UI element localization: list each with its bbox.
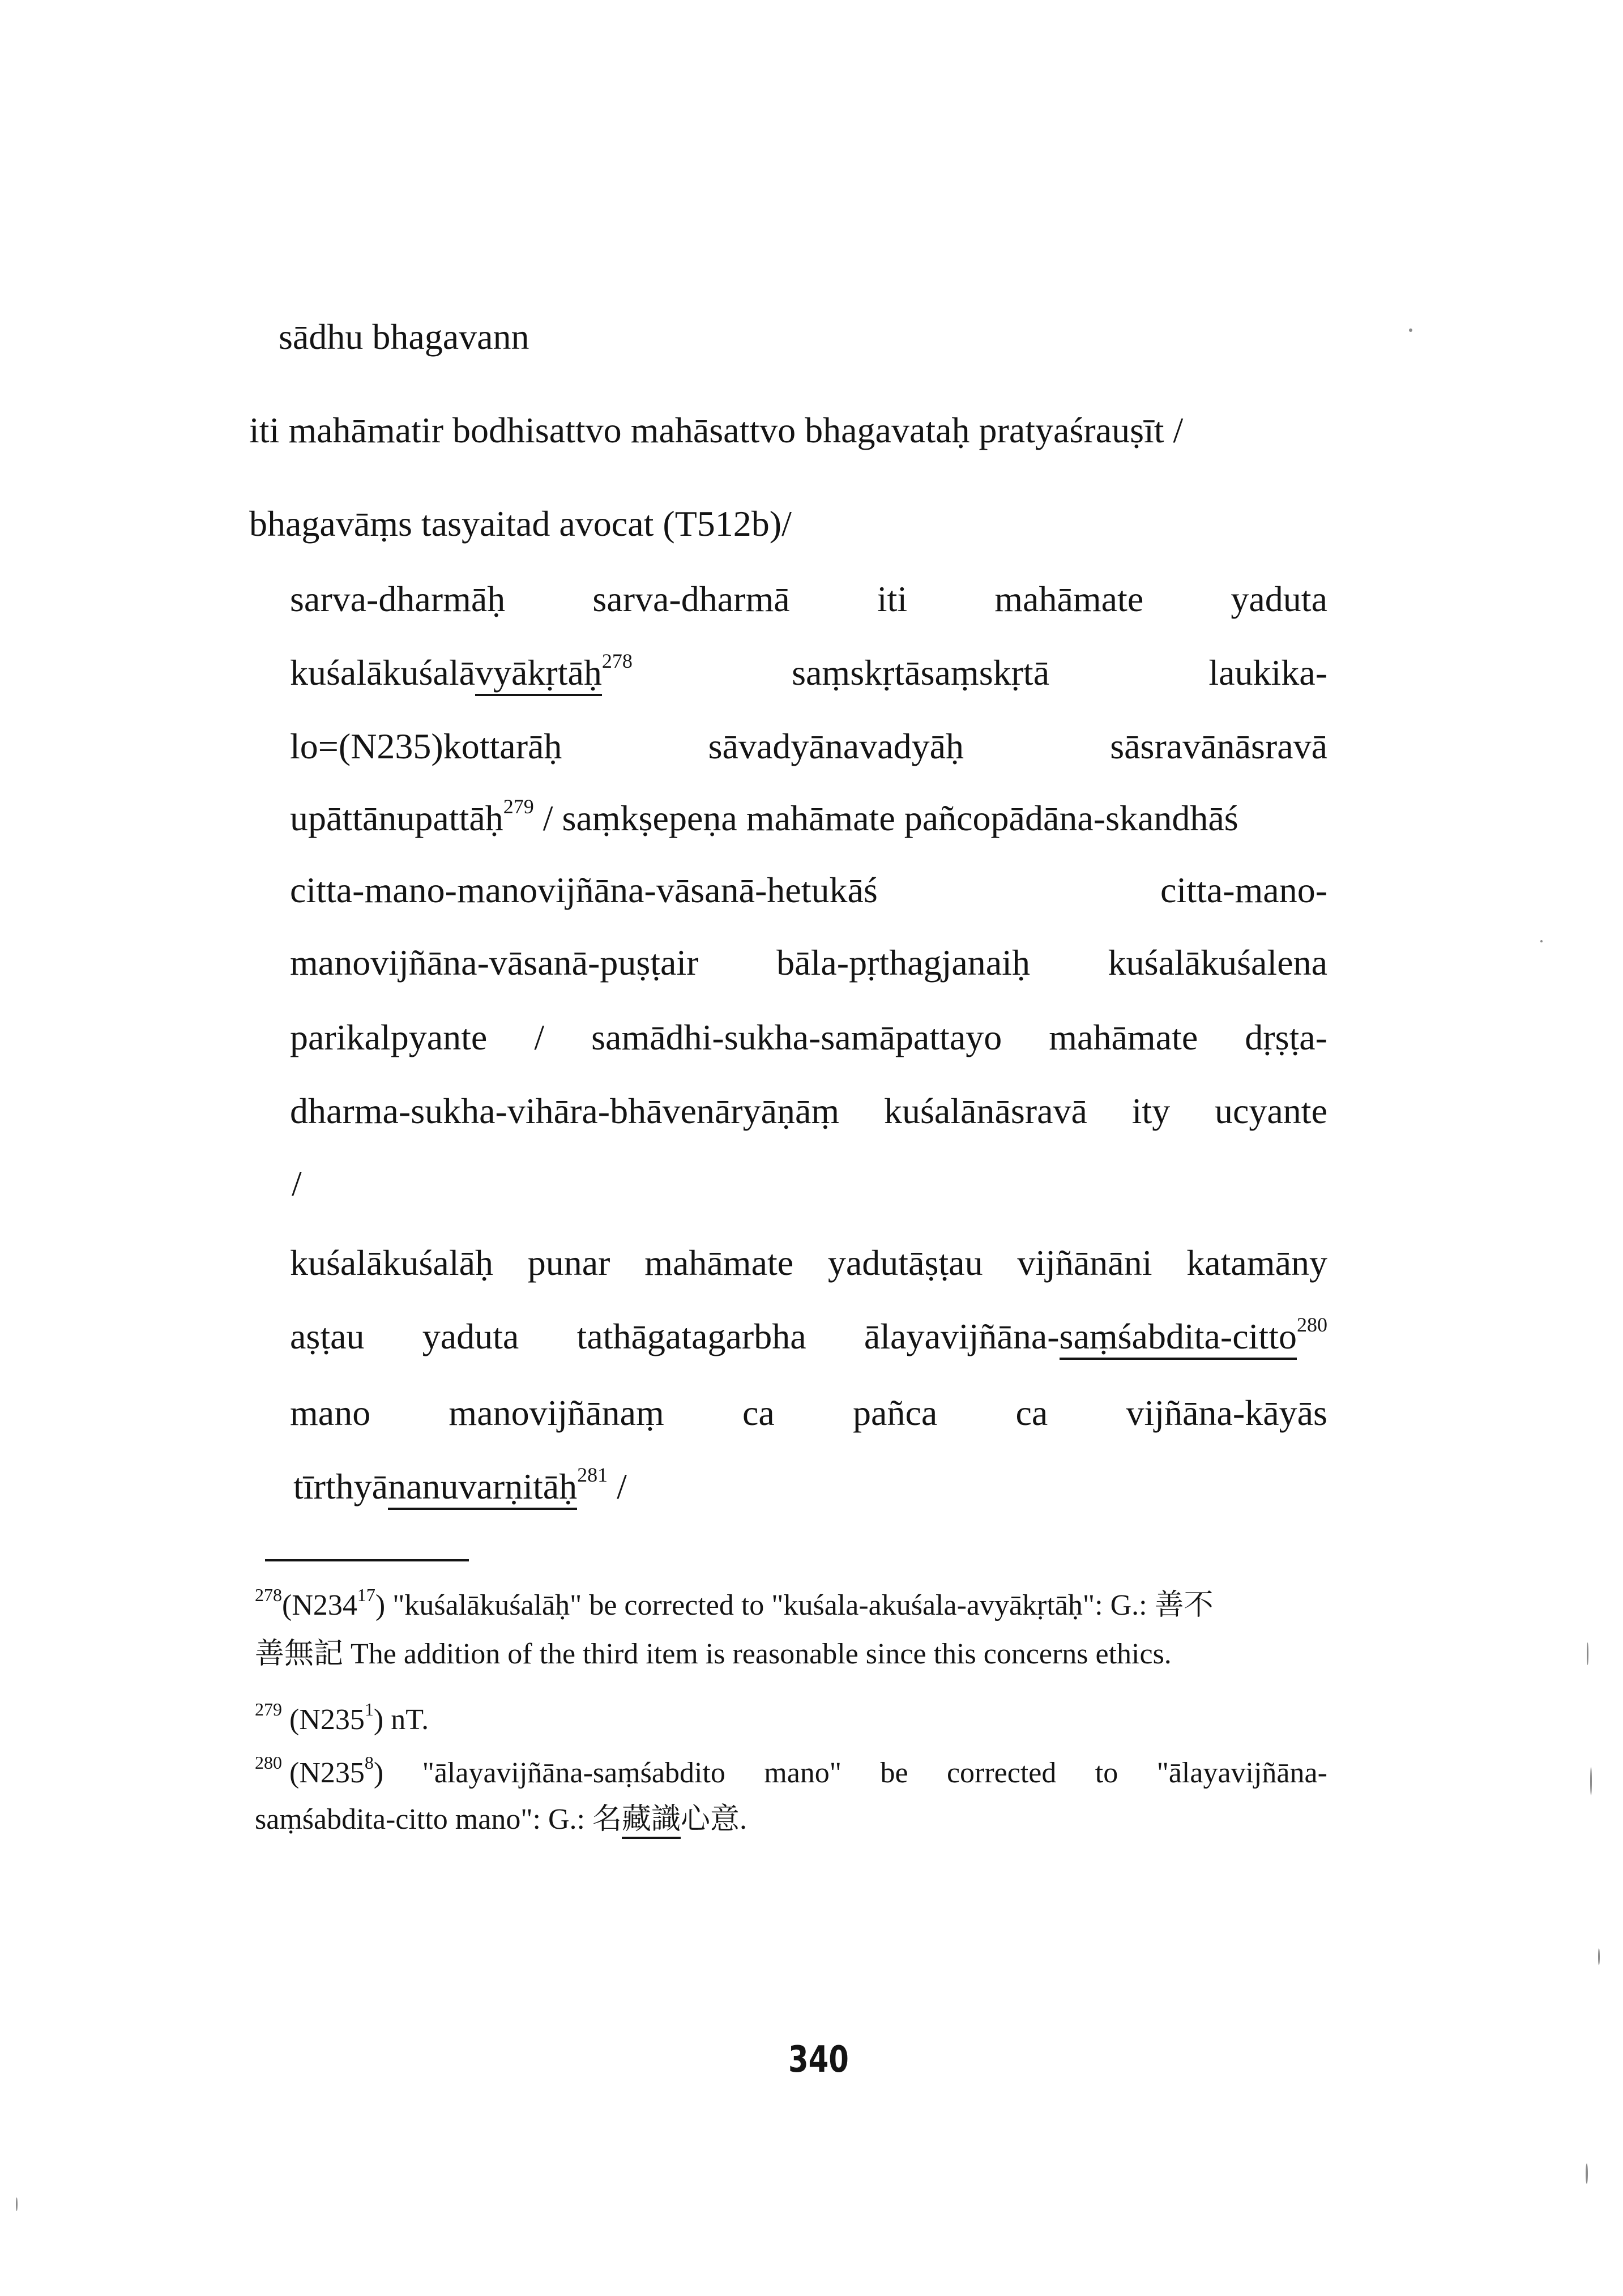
word: yaduta <box>1231 579 1327 619</box>
verse-line <box>290 577 1327 622</box>
word: vijñāna-kāyās <box>1126 1393 1327 1433</box>
scan-speck <box>1598 1948 1600 1965</box>
verse-line <box>290 650 1327 695</box>
verse-line <box>290 724 1327 769</box>
footnote-text: (N235 <box>282 1704 365 1736</box>
footnote-text: (N234 <box>282 1589 357 1621</box>
word: kuśalākuśalāḥ <box>290 1243 493 1283</box>
verse-line <box>290 1314 1327 1359</box>
footnote-text: ) nT. <box>373 1704 429 1736</box>
footnote-280-cont <box>255 1800 747 1840</box>
word: laukika- <box>1208 652 1327 693</box>
word: ity <box>1131 1091 1171 1131</box>
verse-line <box>290 1089 1327 1134</box>
footnote-mark: 279 <box>255 1699 282 1719</box>
word: vijñānāni <box>1017 1243 1152 1283</box>
footnote-text: saṃśabdita-citto mano": G.: 名 <box>255 1803 622 1836</box>
verse-line <box>290 796 1327 841</box>
word: bāla-pṛthagjanaiḥ <box>776 942 1030 983</box>
word: iti <box>877 579 908 619</box>
footnote-sup: 17 <box>357 1585 375 1605</box>
word: kuśalākuśalā <box>290 652 475 693</box>
text-line: / <box>292 1163 302 1204</box>
verse-line <box>290 1390 1327 1436</box>
word: mahāmate <box>994 579 1144 619</box>
footnote-text: ) "kuśalākuśalāḥ" be corrected to "kuśala-akuśala-avyākṛtāḥ": G.: 善不 <box>375 1589 1214 1621</box>
page-number: 340 <box>788 2039 849 2081</box>
footnote-sup: 8 <box>364 1752 374 1773</box>
verse-line <box>290 1240 1327 1286</box>
footnote-word: to <box>1095 1757 1118 1789</box>
word: sāvadyānavadyāḥ <box>708 726 964 766</box>
word: mahāmate <box>1049 1017 1198 1057</box>
scan-speck <box>1540 940 1543 942</box>
word: manovijñāna-vāsanā-puṣṭair <box>290 942 699 983</box>
footnote-ref: 279 <box>503 795 534 818</box>
word: kuśalānāsravā <box>883 1091 1087 1131</box>
word: mahāmate <box>644 1243 794 1283</box>
word: lo=(N235)kottarāḥ <box>290 726 562 766</box>
scan-speck <box>1586 2163 1588 2184</box>
word: saṃskṛtāsaṃskṛtā <box>792 652 1050 693</box>
footnote-280 <box>255 1753 1327 1796</box>
verse-line <box>290 1015 1327 1060</box>
verse-line <box>290 940 1327 985</box>
word: / <box>608 1466 627 1507</box>
underlined-chinese: 藏識 <box>622 1803 681 1839</box>
footnote-ref: 281 <box>577 1463 608 1486</box>
underlined-word: vyākṛtāḥ <box>475 652 602 696</box>
word: yaduta <box>422 1316 519 1356</box>
footnote-ref: 280 <box>1296 1313 1327 1336</box>
footnote-sup: 1 <box>364 1699 374 1719</box>
footnote-278 <box>255 1586 1214 1628</box>
footnote-separator <box>265 1559 469 1561</box>
word: ca <box>1015 1393 1048 1433</box>
footnote-mark: 278 <box>255 1585 282 1605</box>
word: ālayavijñāna- <box>864 1316 1060 1356</box>
word: ca <box>742 1393 775 1433</box>
underlined-word: nanuvarṇitāḥ <box>388 1466 577 1510</box>
word-group <box>290 650 633 695</box>
word: / <box>534 1017 545 1057</box>
word: sāsravānāsravā <box>1110 726 1327 766</box>
scan-speck <box>1409 328 1412 332</box>
verse-line <box>290 868 1327 913</box>
footnote-mark: 280 <box>255 1752 282 1773</box>
footnote-ref: 278 <box>601 650 633 672</box>
word: citta-mano- <box>1160 870 1327 910</box>
word: sarva-dharmāḥ <box>290 579 506 619</box>
text-line <box>293 1464 627 1514</box>
word: kuśalākuśalena <box>1108 942 1327 983</box>
underlined-word: saṃśabdita-citto <box>1060 1316 1297 1360</box>
word: upāttānupattāḥ <box>290 798 503 838</box>
word: citta-mano-manovijñāna-vāsanā-hetukāś <box>290 870 878 910</box>
word: aṣṭau <box>290 1316 365 1356</box>
footnote-279 <box>255 1700 429 1743</box>
scan-speck <box>1590 1767 1592 1795</box>
word: tīrthyā <box>293 1466 388 1507</box>
word: / saṃkṣepeṇa mahāmate pañcopādāna-skandhāś <box>533 798 1238 838</box>
word: ucyante <box>1214 1091 1327 1131</box>
word-group <box>864 1314 1327 1359</box>
footnote-word: be <box>880 1757 908 1789</box>
word: manovijñānaṃ <box>449 1393 664 1433</box>
word: katamāny <box>1186 1243 1327 1283</box>
text-line: bhagavāṃs tasyaitad avocat (T512b)/ <box>249 503 792 544</box>
word: pañca <box>853 1393 938 1433</box>
scan-speck <box>16 2197 18 2211</box>
word: yadutāṣṭau <box>827 1243 983 1283</box>
word: mano <box>290 1393 371 1433</box>
footnote-word: mano" <box>764 1757 842 1789</box>
word-group <box>290 796 1238 841</box>
word: parikalpyante <box>290 1017 488 1057</box>
footnote-word: $^{280}$ $(N235^8)$ <box>255 1752 384 1789</box>
footnote-text: 心意. <box>681 1803 748 1836</box>
text-line: sādhu bhagavann <box>279 317 529 357</box>
word: samādhi-sukha-samāpattayo <box>591 1017 1002 1057</box>
word: sarva-dharmā <box>592 579 790 619</box>
word: punar <box>527 1243 610 1283</box>
footnote-word: corrected <box>946 1757 1057 1789</box>
footnote-word: "ālayavijñāna- <box>1156 1757 1327 1789</box>
scan-speck <box>1587 1642 1588 1665</box>
footnote-278-cont: 善無記 The addition of the third item is reasonable since this concerns ethics. <box>255 1638 1172 1670</box>
word: dharma-sukha-vihāra-bhāvenāryāṇāṃ <box>290 1091 840 1131</box>
text-line: iti mahāmatir bodhisattvo mahāsattvo bhagavataḥ pratyaśrauṣīt / <box>249 410 1184 450</box>
word: tathāgatagarbha <box>576 1316 806 1356</box>
footnote-word: "ālayavijñāna-saṃśabdito <box>422 1757 725 1789</box>
word: dṛṣṭa- <box>1245 1017 1327 1057</box>
